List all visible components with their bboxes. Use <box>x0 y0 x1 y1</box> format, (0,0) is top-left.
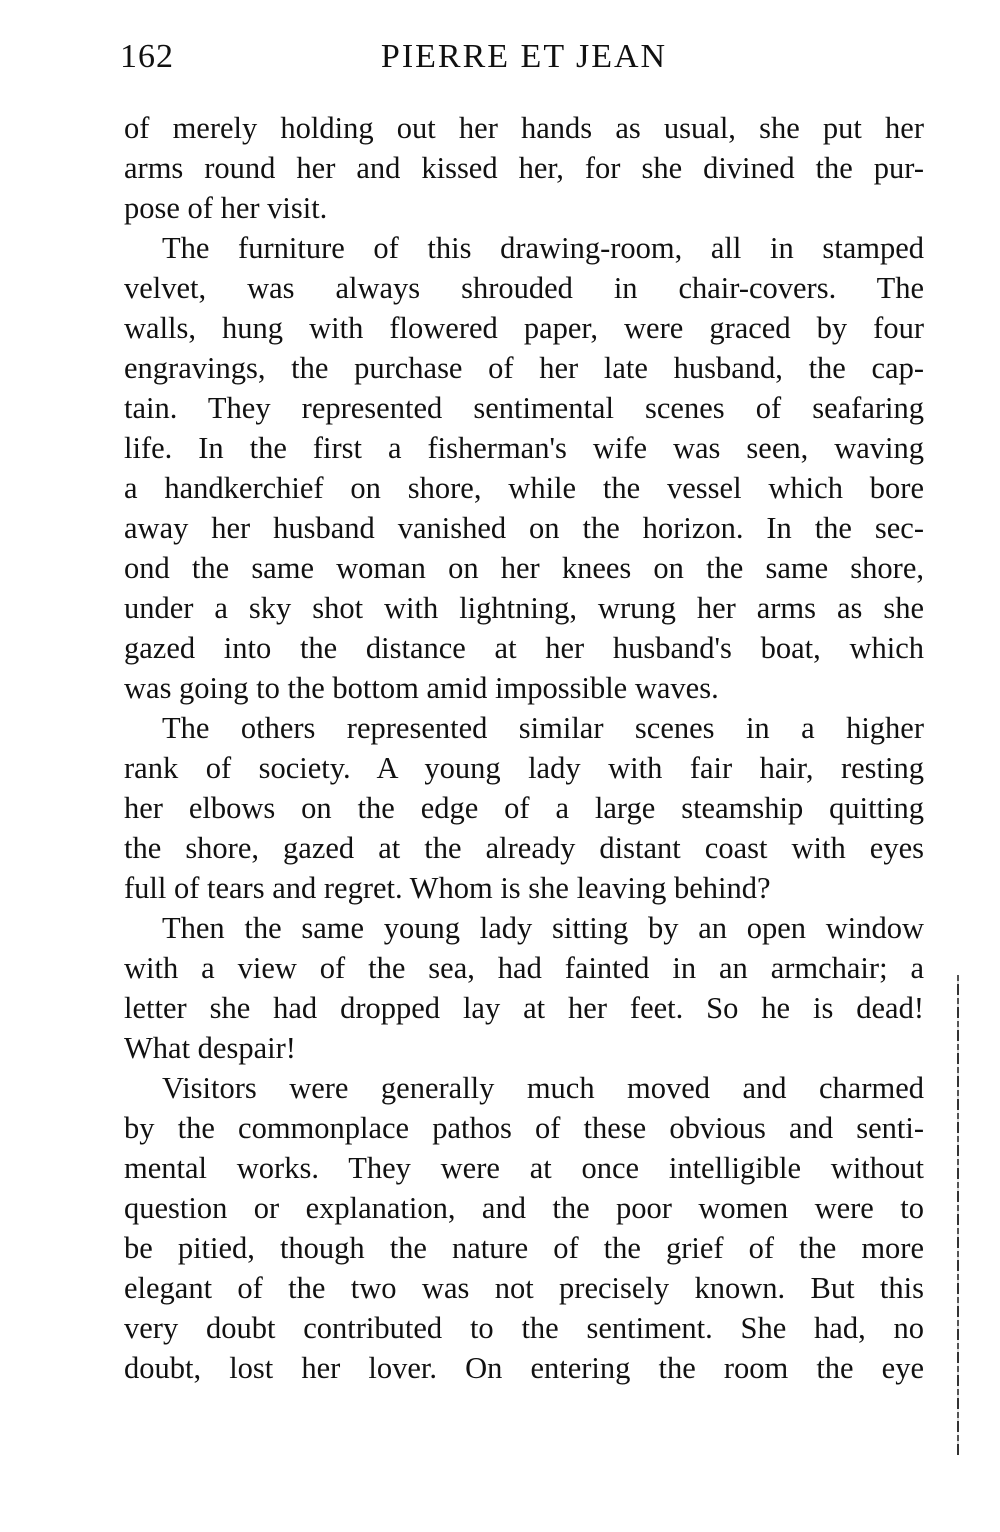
running-title: PIERRE ET JEAN <box>380 38 668 75</box>
text-line: her elbows on the edge of a large steamship quitting <box>124 791 924 825</box>
text-line: ond the same woman on her knees on the same shore, <box>124 551 924 585</box>
text-line: very doubt contributed to the sentiment. She had, no <box>124 1311 924 1345</box>
text-line: full of tears and regret. Whom is she leaving behind? <box>124 871 771 905</box>
text-line: letter she had dropped lay at her feet. So he is dead! <box>124 991 924 1025</box>
text-line: elegant of the two was not precisely known. But this <box>124 1271 924 1305</box>
text-line: rank of society. A young lady with fair hair, resting <box>124 751 924 785</box>
margin-scan-mark <box>957 975 959 1455</box>
text-line: walls, hung with flowered paper, were graced by four <box>124 311 924 345</box>
text-line: tain. They represented sentimental scenes of seafaring <box>124 391 924 425</box>
text-line: was going to the bottom amid impossible waves. <box>124 671 719 705</box>
text-line: the shore, gazed at the already distant coast with eyes <box>124 831 924 865</box>
text-line: life. In the first a fisherman's wife was seen, waving <box>124 431 924 465</box>
text-line: Then the same young lady sitting by an open window <box>162 911 924 945</box>
text-line: gazed into the distance at her husband's boat, which <box>124 631 924 665</box>
text-line: What despair! <box>124 1031 296 1065</box>
text-line: a handkerchief on shore, while the vessel which bore <box>124 471 924 505</box>
text-line: question or explanation, and the poor women were to <box>124 1191 924 1225</box>
text-line: pose of her visit. <box>124 191 328 225</box>
body-text <box>124 108 924 1388</box>
text-line: with a view of the sea, had fainted in an armchair; a <box>124 951 924 985</box>
text-line: of merely holding out her hands as usual, she put her <box>124 111 924 145</box>
text-line: arms round her and kissed her, for she divined the pur- <box>124 151 924 185</box>
text-line: doubt, lost her lover. On entering the room the eye <box>124 1351 924 1385</box>
text-line: under a sky shot with lightning, wrung her arms as she <box>124 591 924 625</box>
text-line: mental works. They were at once intelligible without <box>124 1151 924 1185</box>
text-line: engravings, the purchase of her late husband, the cap- <box>124 351 924 385</box>
page-number: 162 <box>120 38 174 75</box>
text-line: by the commonplace pathos of these obvious and senti- <box>124 1111 924 1145</box>
text-line: The others represented similar scenes in a higher <box>162 711 924 745</box>
page-header <box>120 38 928 88</box>
text-line: The furniture of this drawing-room, all in stamped <box>162 231 924 265</box>
text-line: velvet, was always shrouded in chair-covers. The <box>124 271 924 305</box>
text-line: Visitors were generally much moved and charmed <box>162 1071 924 1105</box>
text-line: be pitied, though the nature of the grief of the more <box>124 1231 924 1265</box>
text-line: away her husband vanished on the horizon. In the sec- <box>124 511 924 545</box>
